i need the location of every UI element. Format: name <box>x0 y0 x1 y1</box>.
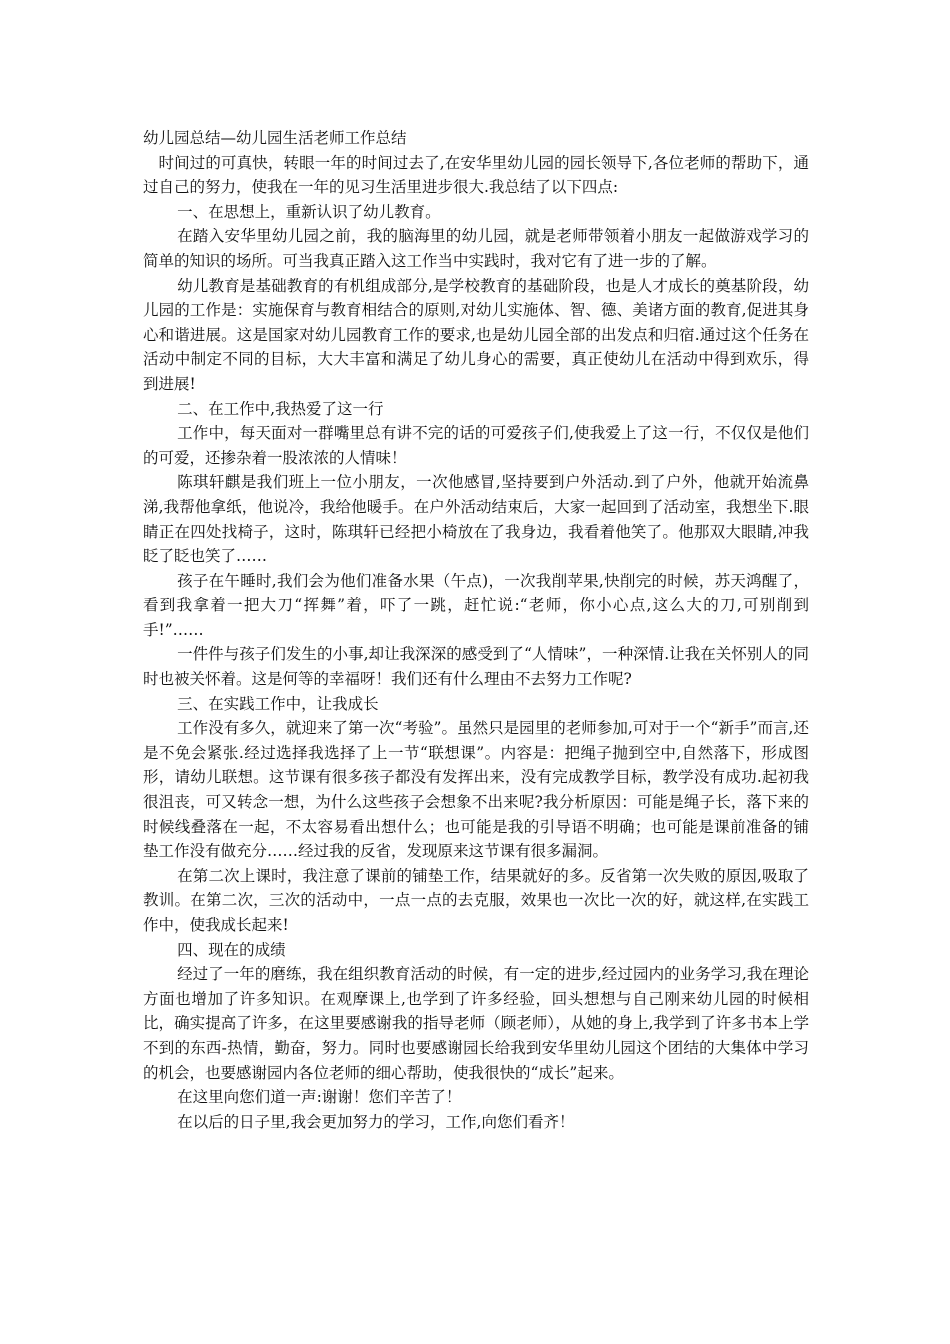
section-2-heading: 二、在工作中,我热爱了这一行 <box>177 399 384 418</box>
section-4-paragraph-3: 在以后的日子里,我会更加努力的学习，工作,向您们看齐！ <box>177 1112 575 1131</box>
document-body <box>143 126 809 1134</box>
section-4-heading: 四、现在的成绩 <box>177 940 286 959</box>
section-4-paragraph-1: 经过了一年的磨练，我在组织教育活动的时候，有一定的进步,经过园内的业务学习,我在理论方面也增加了许多知识。在观摩课上,也学到了许多经验，回头想想与自己刚来幼儿园的时候相比，确实提高了许多，在这里要感谢我的指导老师（顾老师），从她的身上,我学到了许多书本上学不到的东西-热情，勤奋，努力。同时也要感谢园长给我到安华里幼儿园这个团结的大集体中学习的机会，也要感谢园内各位老师的细心帮助，使我很快的“成长”起来。 <box>143 965 809 1082</box>
intro-paragraph: 时间过的可真快，转眼一年的时间过去了,在安华里幼儿园的园长领导下,各位老师的帮助下，通过自己的努力，使我在一年的见习生活里进步很大.我总结了以下四点: <box>143 153 809 197</box>
section-2-paragraph-3: 孩子在午睡时,我们会为他们准备水果（午点)，一次我削苹果,快削完的时候，苏天鸿醒了，看到我拿着一把大刀“挥舞”着，吓了一跳，赶忙说:“老师，你小心点,这么大的刀,可别削到手!”…… <box>143 571 809 639</box>
section-2-paragraph-1: 工作中，每天面对一群嘴里总有讲不完的话的可爱孩子们,使我爱上了这一行，不仅仅是他们的可爱，还掺杂着一股浓浓的人情味！ <box>143 424 809 467</box>
section-1-paragraph-2: 幼儿教育是基础教育的有机组成部分,是学校教育的基础阶段，也是人才成长的奠基阶段，幼儿园的工作是：实施保育与教育相结合的原则,对幼儿实施体、智、德、美诸方面的教育,促进其身心和谐进展。这是国家对幼儿园教育工作的要求,也是幼儿园全部的出发点和归宿.通过这个任务在活动中制定不同的目标，大大丰富和满足了幼儿身心的需要，真正使幼儿在活动中得到欢乐，得到进展! <box>143 276 809 393</box>
section-3-paragraph-1: 工作没有多久，就迎来了第一次“考验”。虽然只是园里的老师参加,可对于一个“新手”而言,还是不免会紧张.经过选择我选择了上一节“联想课”。内容是：把绳子抛到空中,自然落下，形成图形，请幼儿联想。这节课有很多孩子都没有发挥出来，没有完成教学目标，教学没有成功.起初我很沮丧，可又转念一想，为什么这些孩子会想象不出来呢?我分析原因：可能是绳子长，落下来的时候线叠落在一起，不太容易看出想什么；也可能是我的引导语不明确；也可能是课前准备的铺垫工作没有做充分……经过我的反省，发现原来这节课有很多漏洞。 <box>143 719 809 861</box>
section-2-paragraph-4: 一件件与孩子们发生的小事,却让我深深的感受到了“人情味”，一种深情.让我在关怀别人的同时也被关怀着。这是何等的幸福呀！我们还有什么理由不去努力工作呢? <box>143 645 809 689</box>
section-3-heading: 三、在实践工作中，让我成长 <box>177 694 379 713</box>
section-2-paragraph-2: 陈琪轩麒是我们班上一位小朋友，一次他感冒,坚持要到户外活动.到了户外，他就开始流鼻涕,我帮他拿纸，他说冷，我给他暖手。在户外活动结束后，大家一起回到了活动室，我想坐下.眼睛正在四处找椅子，这时，陈琪轩已经把小椅放在了我身边，我看着他笑了。他那双大眼睛,冲我眨了眨也笑了…… <box>143 473 809 566</box>
section-1-paragraph-1: 在踏入安华里幼儿园之前，我的脑海里的幼儿园，就是老师带领着小朋友一起做游戏学习的简单的知识的场所。可当我真正踏入这工作当中实践时，我对它有了进一步的了解。 <box>143 227 809 270</box>
section-3-paragraph-2: 在第二次上课时，我注意了课前的铺垫工作，结果就好的多。反省第一次失败的原因,吸取了教训。在第二次，三次的活动中，一点一点的去克服，效果也一次比一次的好，就这样,在实践工作中，使我成长起来! <box>143 866 809 934</box>
section-1-heading: 一、在思想上，重新认识了幼儿教育。 <box>177 202 441 221</box>
section-4-paragraph-2: 在这里向您们道一声:谢谢！您们辛苦了！ <box>177 1088 462 1107</box>
document-title: 幼儿园总结—幼儿园生活老师工作总结 <box>143 129 407 147</box>
